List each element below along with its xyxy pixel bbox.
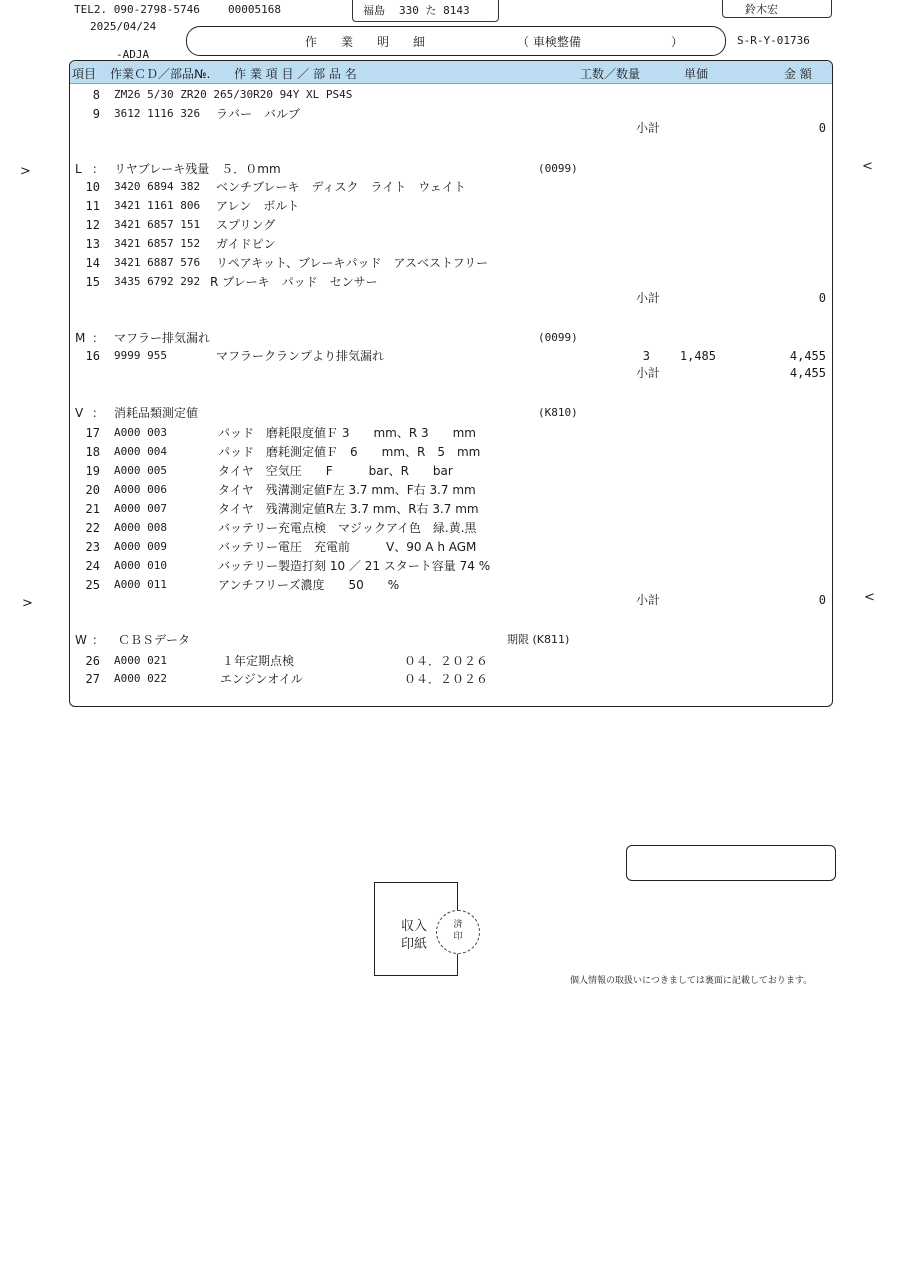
row-code: 3420 6894 382 (114, 180, 201, 193)
subtotal-label: 小計 (636, 291, 661, 305)
section-colon: ： (92, 633, 105, 647)
row-name: パッド 磨耗測定値Ｆ 6 mm、R 5 mm (218, 445, 481, 459)
section-code: (0099) (538, 331, 578, 344)
table-row (70, 216, 830, 234)
paid-seal (436, 910, 480, 954)
row-number: 15 (85, 275, 100, 289)
row-due-date: ０４．２０２６ (404, 672, 489, 686)
subtotal-label: 小計 (636, 366, 661, 380)
row-code: A000 006 (114, 483, 167, 496)
section-code: (K810) (538, 406, 578, 419)
row-number: 18 (85, 445, 100, 459)
row-code: 3421 1161 806 (114, 199, 201, 212)
row-name: スプリング (216, 218, 276, 232)
row-code: 3612 1116 326 (114, 107, 201, 120)
section-letter: V (75, 406, 84, 420)
row-code: A000 008 (114, 521, 167, 534)
row-code: 3421 6887 576 (114, 256, 201, 269)
stamp-label-line1: 収入 (401, 919, 428, 934)
row-unit-price: 1,485 (679, 349, 716, 363)
seal-line2: 印 (453, 932, 463, 942)
row-number: 8 (92, 88, 100, 102)
table-row (70, 443, 830, 461)
table-row (70, 670, 830, 688)
row-name: バッテリー製造打刻 10 ／ 21 スタート容量 74 % (218, 559, 491, 573)
row-number: 25 (85, 578, 100, 592)
staff-box (722, 0, 832, 18)
work-detail-table (69, 60, 833, 707)
row-name: １年定期点検 (222, 654, 295, 668)
table-row (70, 652, 830, 670)
row-name: アンチフリーズ濃度 50 % (218, 578, 400, 592)
row-name: バッテリー電圧 充電前 V、90 A h AGM (218, 540, 477, 554)
row-amount: 4,455 (789, 349, 826, 363)
row-number: 13 (85, 237, 100, 251)
row-number: 14 (85, 256, 100, 270)
table-row (70, 519, 830, 537)
col-amount: 金 額 (784, 67, 812, 81)
row-number: 22 (85, 521, 100, 535)
row-name: タイヤ 残溝測定値F左 3.7 mm、F右 3.7 mm (218, 483, 476, 497)
table-row (70, 86, 830, 104)
row-number: 26 (85, 654, 100, 668)
col-unit-price: 単価 (684, 67, 709, 81)
row-name: パッド 磨耗限度値Ｆ 3 mm、R 3 mm (218, 426, 476, 440)
section-colon: ： (92, 331, 105, 345)
row-number: 20 (85, 483, 100, 497)
document-code: 00005168 (228, 3, 281, 16)
row-name: ラバー バルブ (216, 107, 301, 121)
row-code: A000 003 (114, 426, 167, 439)
row-code: A000 004 (114, 445, 167, 458)
row-name: ガイドピン (216, 237, 276, 251)
row-name: ベンチブレーキ ディスク ライト ウェイト (216, 180, 466, 194)
col-code: 作業ＣＤ／部品№. (110, 67, 211, 81)
table-row (70, 462, 830, 480)
subtotal-row (70, 289, 830, 307)
subtotal-label: 小計 (636, 121, 661, 135)
row-number: 11 (85, 199, 100, 213)
row-name: リペアキット、ブレーキパッド アスベストフリー (216, 256, 489, 270)
section-code: (0099) (538, 162, 578, 175)
license-plate-box (352, 0, 499, 22)
table-row (70, 481, 830, 499)
row-code: 3421 6857 152 (114, 237, 201, 250)
margin-mark-left: > (20, 164, 31, 179)
col-name: 作 業 項 目 ／ 部 品 名 (234, 67, 357, 81)
section-header-W (70, 631, 830, 649)
section-header-L (70, 160, 830, 178)
col-qty: 工数／数量 (580, 67, 641, 81)
subtotal-row (70, 119, 830, 137)
row-code: 3421 6857 151 (114, 218, 201, 231)
col-item: 項目 (72, 67, 97, 81)
section-code: 期限 (K811) (507, 633, 570, 646)
section-title: マフラー排気漏れ (114, 331, 211, 345)
row-name: タイヤ 空気圧 F bar、R bar (218, 464, 453, 478)
row-number: 9 (92, 107, 100, 121)
row-code: ZM26 5/30 ZR20 265/30R20 94Y XL PS4S (114, 88, 353, 101)
privacy-note: 個人情報の取扱いにつきましては裏面に記載しております。 (570, 976, 813, 986)
vehicle-model: -ADJA (116, 48, 150, 61)
row-code: 9999 955 (114, 349, 167, 362)
row-due-date: ０４．２０２６ (404, 654, 489, 668)
seal-line1: 済 (453, 920, 463, 930)
table-row (70, 197, 830, 215)
section-letter: W (75, 633, 87, 647)
row-number: 24 (85, 559, 100, 573)
row-number: 21 (85, 502, 100, 516)
section-title: ＣＢＳデータ (118, 633, 191, 647)
table-row (70, 557, 830, 575)
blank-field-box (626, 845, 836, 881)
table-row (70, 424, 830, 442)
plate-number: 330 た 8143 (399, 4, 470, 17)
subtotal-label: 小計 (636, 593, 661, 607)
table-row (70, 254, 830, 272)
subtotal-value: 0 (818, 121, 826, 135)
stamp-label-line2: 印紙 (401, 937, 428, 952)
subtotal-row (70, 364, 830, 382)
row-code: 3435 6792 292 (114, 275, 201, 288)
margin-mark-left: > (22, 596, 33, 611)
title-banner (186, 26, 726, 56)
table-row (70, 235, 830, 253)
row-number: 12 (85, 218, 100, 232)
staff-name: 鈴木宏 (745, 3, 778, 16)
plate-region: 福島 (363, 4, 385, 17)
table-row (70, 500, 830, 518)
row-code: A000 009 (114, 540, 167, 553)
issue-date: 2025/04/24 (90, 20, 157, 33)
work-type: （ 車検整備 (517, 35, 581, 49)
document-title: 作 業 明 細 (305, 35, 426, 49)
row-code: A000 007 (114, 502, 167, 515)
column-header (70, 61, 832, 84)
subtotal-value: 0 (818, 291, 826, 305)
table-row (70, 178, 830, 196)
section-header-M (70, 329, 830, 347)
row-name: アレン ボルト (216, 199, 300, 213)
row-code: A000 005 (114, 464, 167, 477)
tel-number: TEL2. 090-2798-5746 (74, 3, 200, 16)
row-number: 19 (85, 464, 100, 478)
section-title: リヤブレーキ残量 ５．０mm (114, 162, 281, 176)
row-name: マフラークランプより排気漏れ (216, 349, 385, 363)
section-letter: L (75, 162, 82, 176)
row-number: 27 (85, 672, 100, 686)
row-code: A000 010 (114, 559, 167, 572)
row-number: 16 (85, 349, 100, 363)
row-name: エンジンオイル (220, 672, 303, 686)
margin-mark-right: < (864, 590, 875, 605)
row-code: A000 022 (114, 672, 167, 685)
row-name: タイヤ 残溝測定値R左 3.7 mm、R右 3.7 mm (218, 502, 479, 516)
row-number: 23 (85, 540, 100, 554)
row-number: 10 (85, 180, 100, 194)
section-colon: ： (92, 406, 105, 420)
row-code: A000 021 (114, 654, 167, 667)
row-name: バッテリー充電点検 マジックアイ色 緑.黄.黒 (218, 521, 477, 535)
table-row (70, 347, 830, 365)
section-title: 消耗品類測定値 (114, 406, 199, 420)
subtotal-row (70, 591, 830, 609)
subtotal-value: 0 (818, 593, 826, 607)
work-type-close: ） (671, 35, 684, 49)
section-letter: M (75, 331, 86, 345)
subtotal-value: 4,455 (789, 366, 826, 380)
section-colon: ： (92, 162, 105, 176)
row-qty: 3 (642, 349, 650, 363)
section-header-V (70, 404, 830, 422)
reference-number: S-R-Y-01736 (737, 34, 810, 47)
row-number: 17 (85, 426, 100, 440)
table-row (70, 538, 830, 556)
row-name: R ブレーキ パッド センサー (210, 275, 378, 289)
margin-mark-right: < (862, 159, 873, 174)
row-code: A000 011 (114, 578, 167, 591)
